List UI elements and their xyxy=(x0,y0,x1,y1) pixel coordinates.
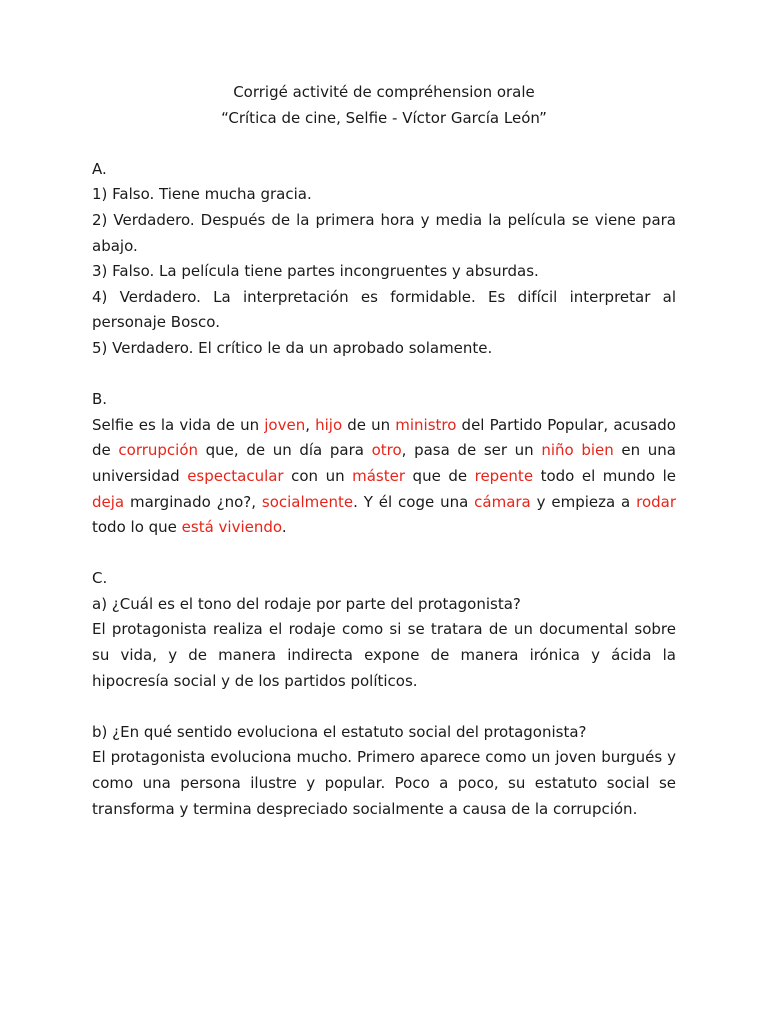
spacer xyxy=(92,131,676,157)
text-segment: marginado ¿no?, xyxy=(124,492,262,511)
text-segment: en una universidad xyxy=(92,441,676,485)
section-c-question-a: a) ¿Cuál es el tono del rodaje por parte del protagonista? xyxy=(92,594,521,613)
highlighted-word: está viviendo xyxy=(181,518,282,537)
highlighted-word: espectacular xyxy=(187,466,284,485)
text-segment: . Y él coge una xyxy=(353,492,475,511)
text-segment: de un xyxy=(342,415,396,434)
document-title: Corrigé activité de compréhension orale xyxy=(233,83,535,101)
document-subtitle: “Crítica de cine, Selfie - Víctor García León” xyxy=(221,108,547,127)
text-segment: todo lo que xyxy=(92,518,182,537)
section-c-answer-a: El protagonista realiza el rodaje como si se tratara de un documental sobre su vida, y de manera indirecta expone de manera irónica y ácida la hipocresía social y de los partidos políticos. xyxy=(92,620,676,690)
spacer xyxy=(92,541,676,567)
text-segment: del Partido Popular, acusado de xyxy=(92,415,676,460)
highlighted-word: máster xyxy=(352,466,406,485)
section-c-heading: C. xyxy=(92,569,108,588)
highlighted-word: cámara xyxy=(474,492,531,511)
section-a-item-3: 3) Falso. La película tiene partes incongruentes y absurdas. xyxy=(92,262,539,281)
text-segment: . xyxy=(281,518,287,537)
section-a-item-5: 5) Verdadero. El crítico le da un aprobado solamente. xyxy=(92,338,493,357)
text-segment: , xyxy=(305,415,316,434)
highlighted-word: ministro xyxy=(395,415,457,434)
document-page xyxy=(92,80,676,822)
section-b-heading: B. xyxy=(92,390,108,409)
text-segment: , pasa de ser un xyxy=(401,441,542,460)
highlighted-word: niño bien xyxy=(541,441,614,460)
highlighted-word: otro xyxy=(371,441,402,460)
text-segment: que de xyxy=(405,466,475,485)
highlighted-word: repente xyxy=(474,466,534,485)
highlighted-word: joven xyxy=(264,415,306,434)
text-segment: Selfie es la vida de un xyxy=(92,415,265,434)
text-segment: que, de un día para xyxy=(198,441,372,460)
section-c-question-b: b) ¿En qué sentido evoluciona el estatuto social del protagonista? xyxy=(92,722,587,741)
section-a-item-1: 1) Falso. Tiene mucha gracia. xyxy=(92,185,312,204)
section-a-heading: A. xyxy=(92,159,107,178)
section-b-paragraph xyxy=(92,413,676,541)
highlighted-word: hijo xyxy=(315,415,343,434)
section-c-answer-b: El protagonista evoluciona mucho. Primero aparece como un joven burgués y como una persona ilustre y popular. Poco a poco, su estatuto social se transforma y termina despreciado socialmente a causa de la corrupción. xyxy=(92,748,676,818)
section-b xyxy=(92,387,676,541)
highlighted-word: deja xyxy=(92,492,125,511)
highlighted-word: corrupción xyxy=(118,441,199,460)
text-segment: con un xyxy=(283,466,353,485)
highlighted-word: socialmente xyxy=(261,492,354,511)
highlighted-word: rodar xyxy=(636,492,677,511)
text-segment: todo el mundo le xyxy=(533,466,677,485)
spacer xyxy=(92,694,676,720)
spacer xyxy=(92,362,676,388)
section-a-item-2: 2) Verdadero. Después de la primera hora y media la película se viene para abajo. xyxy=(92,210,676,255)
section-c xyxy=(92,566,676,822)
section-a xyxy=(92,157,676,362)
text-segment: y empieza a xyxy=(530,492,637,511)
section-a-item-4: 4) Verdadero. La interpretación es formidable. Es difícil interpretar al personaje Bosco. xyxy=(92,287,676,332)
